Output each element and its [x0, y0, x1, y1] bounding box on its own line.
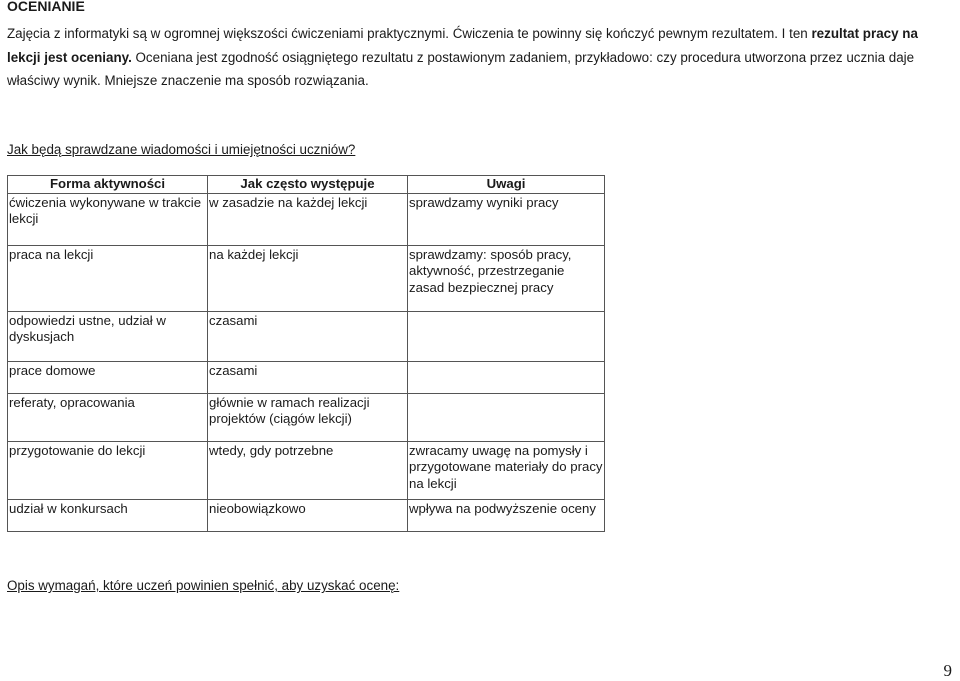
cell-activity: przygotowanie do lekcji: [8, 441, 208, 499]
cell-frequency: czasami: [208, 361, 408, 393]
cell-remarks: sprawdzamy: sposób pracy, aktywność, przestrzeganie zasad bezpiecznej pracy: [408, 245, 605, 311]
cell-remarks: [408, 361, 605, 393]
cell-activity: odpowiedzi ustne, udział w dyskusjach: [8, 311, 208, 361]
intro-text-1: Zajęcia z informatyki są w ogromnej większości ćwiczeniami praktycznymi. Ćwiczenia te powinny się kończyć pewnym rezultatem. I ten: [7, 26, 812, 41]
assessment-question: Jak będą sprawdzane wiadomości i umiejętności uczniów?: [7, 142, 356, 157]
cell-activity: ćwiczenia wykonywane w trakcie lekcji: [8, 193, 208, 245]
cell-remarks: zwracamy uwagę na pomysły i przygotowane materiały do pracy na lekcji: [408, 441, 605, 499]
table-header-row: [8, 176, 605, 194]
table-row: [8, 499, 605, 531]
cell-frequency: w zasadzie na każdej lekcji: [208, 193, 408, 245]
assessment-table: [7, 175, 605, 532]
section-heading: OCENIANIE: [7, 0, 85, 14]
table-row: [8, 245, 605, 311]
cell-frequency: wtedy, gdy potrzebne: [208, 441, 408, 499]
cell-frequency: na każdej lekcji: [208, 245, 408, 311]
cell-activity: referaty, opracowania: [8, 393, 208, 441]
intro-paragraph: [7, 22, 952, 93]
cell-activity: praca na lekcji: [8, 245, 208, 311]
intro-bold-text: rezultat pracy na lekcji jest oceniany.: [7, 26, 918, 65]
cell-frequency: czasami: [208, 311, 408, 361]
cell-remarks: [408, 311, 605, 361]
page-number: 9: [943, 661, 952, 680]
table-row: [8, 193, 605, 245]
table-row: [8, 361, 605, 393]
intro-text-2: Oceniana jest zgodność osiągniętego rezultatu z postawionym zadaniem, przykładowo: czy procedura utworzona przez ucznia daje właściwy wynik. Mniejsze znaczenie ma sposób rozwiązania.: [7, 49, 915, 88]
cell-activity: udział w konkursach: [8, 499, 208, 531]
header-frequency: Jak często występuje: [208, 176, 408, 194]
table-row: [8, 441, 605, 499]
table-row: [8, 311, 605, 361]
requirements-heading: Opis wymagań, które uczeń powinien spełnić, aby uzyskać ocenę:: [7, 578, 400, 593]
cell-remarks: wpływa na podwyższenie oceny: [408, 499, 605, 531]
cell-activity: prace domowe: [8, 361, 208, 393]
cell-frequency: głównie w ramach realizacji projektów (ciągów lekcji): [208, 393, 408, 441]
cell-frequency: nieobowiązkowo: [208, 499, 408, 531]
header-remarks: Uwagi: [408, 176, 605, 194]
header-activity-form: Forma aktywności: [8, 176, 208, 194]
cell-remarks: [408, 393, 605, 441]
table-row: [8, 393, 605, 441]
cell-remarks: sprawdzamy wyniki pracy: [408, 193, 605, 245]
